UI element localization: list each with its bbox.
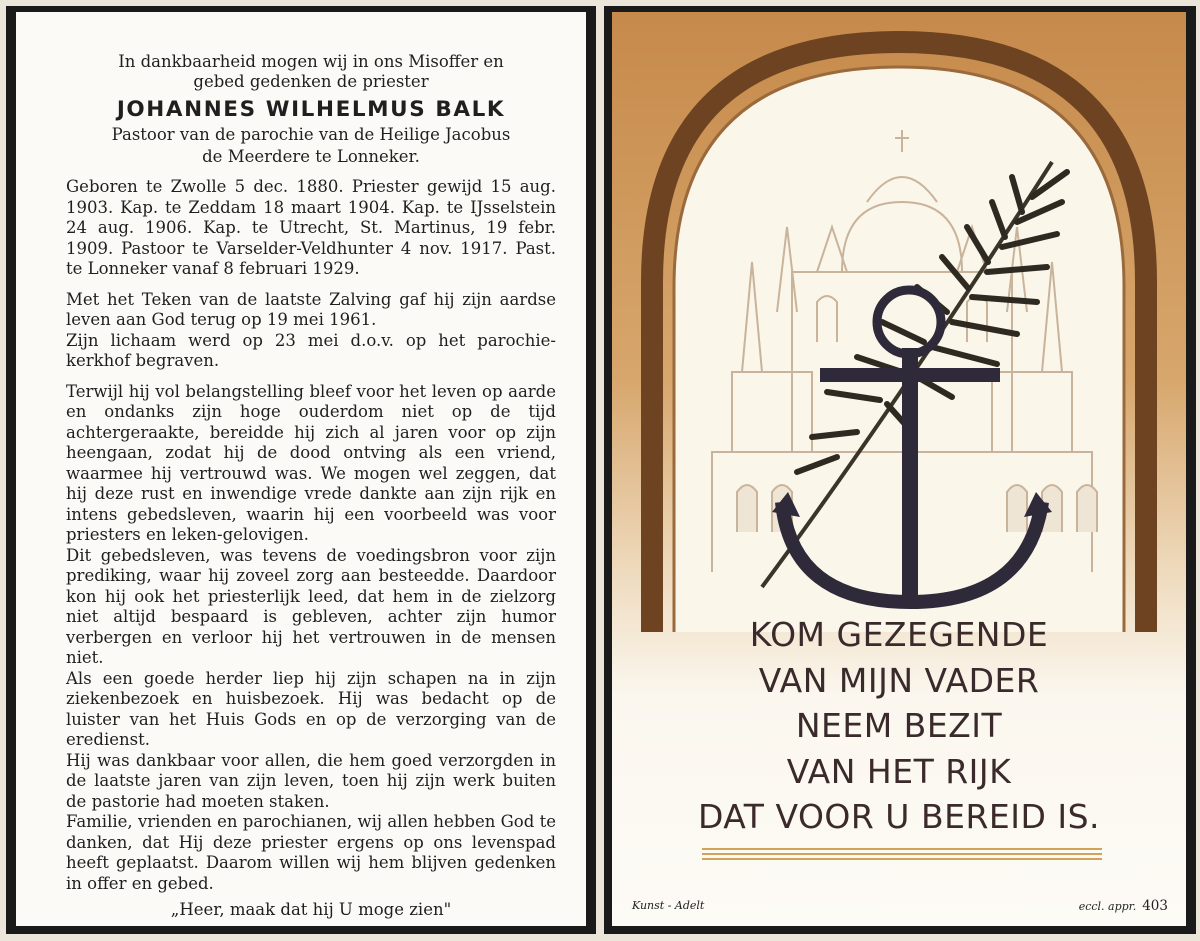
decorative-rule <box>702 848 1102 862</box>
card-number: 403 <box>1142 898 1168 914</box>
motto <box>612 612 1186 840</box>
death-paragraph: Met het Teken van de laatste Zalving gaf hij zijn aardse leven aan God terug op 19 mei 1961. <box>66 289 556 329</box>
deceased-name: JOHANNES WILHELMUS BALK <box>116 97 506 122</box>
motto-line-1: KOM GEZEGENDE <box>749 615 1049 654</box>
illustration <box>612 12 1186 632</box>
burial-paragraph: Zijn lichaam werd op 23 mei d.o.v. op het parochie-kerkhof begraven. <box>66 330 556 370</box>
subtitle-line-1: Pastoor van de parochie van de Heilige Jacobus <box>111 125 511 144</box>
subtitle-line-2: de Meerdere te Lonneker. <box>202 147 420 166</box>
life-paragraph: Terwijl hij vol belangstelling bleef voor het leven op aarde en ondanks zijn hoge ouderdom niet op de tijd achtergeraakte, bereidde hij zich al jaren voor op zijn heengaan, zodat hij de dood ontving als een vriend, waarmee hij vertrouwd was. We mogen wel zeggen, dat hij deze rust en inwendige vrede dankte aan zijn rijk en intens gebedsleven, waarin hij een voorbeeld was voor priesters en leken-gelovigen. <box>66 381 556 544</box>
artist-credit: Kunst - Adelt <box>632 899 705 912</box>
motto-line-2: VAN MIJN VADER <box>758 660 1040 700</box>
motto-line-5: DAT VOOR U BEREID IS. <box>697 797 1101 836</box>
approval-label: eccl. appr. <box>1078 900 1137 913</box>
memorial-image-panel <box>612 12 1186 926</box>
memorial-text-panel <box>16 12 586 926</box>
approval-note <box>1079 898 1168 914</box>
motto-line-4: VAN HET RIJK <box>786 751 1012 791</box>
career-paragraph: Geboren te Zwolle 5 dec. 1880. Priester gewijd 15 aug. 1903. Kap. te Zeddam 18 maart 1904. Kap. te IJsselstein 24 aug. 1906. Kap. te Utrecht, St. Martinus, 19 febr. 1909. Pastoor te Varselder-Veldhunter 4 nov. 1917. Past. te Lonneker vanaf 8 februari 1929. <box>66 177 556 278</box>
motto-line-3: NEEM BEZIT <box>795 706 1003 745</box>
closing-prayer: „Heer, maak dat hij U moge zien" <box>170 900 452 919</box>
arch-icon <box>652 42 1146 632</box>
grateful-paragraph: Hij was dankbaar voor allen, die hem goed verzorgden in de laatste jaren van zijn leven, toen hij zijn werk buiten de pastorie had moeten staken. <box>66 750 556 811</box>
preaching-paragraph: Dit gebedsleven, was tevens de voedingsbron voor zijn prediking, waar hij zoveel zorg aan besteedde. Daardoor kon hij ook het priesterlijk leed, dat hem in de zielzorg niet altijd bespaard is gebleven, achter zijn humor verbergen en verloor hij het vertrouwen in de mensen niet. <box>66 545 556 667</box>
memorial-image-card <box>604 6 1196 934</box>
intro-line-1: In dankbaarheid mogen wij in ons Misoffer en <box>118 52 504 71</box>
intro-line-2: gebed gedenken de priester <box>193 72 429 91</box>
family-paragraph: Familie, vrienden en parochianen, wij allen hebben God te danken, dat Hij deze priester ergens op ons levenspad heeft geplaatst. Daarom willen wij hem blijven gedenken in offer en gebed. <box>66 812 556 893</box>
memorial-text-card <box>6 6 596 934</box>
shepherd-paragraph: Als een goede herder liep hij zijn schapen na in zijn ziekenbezoek en huisbezoek. Hij was bedacht op de luister van het Huis Gods en op de verzorging van de eredienst. <box>66 668 556 749</box>
